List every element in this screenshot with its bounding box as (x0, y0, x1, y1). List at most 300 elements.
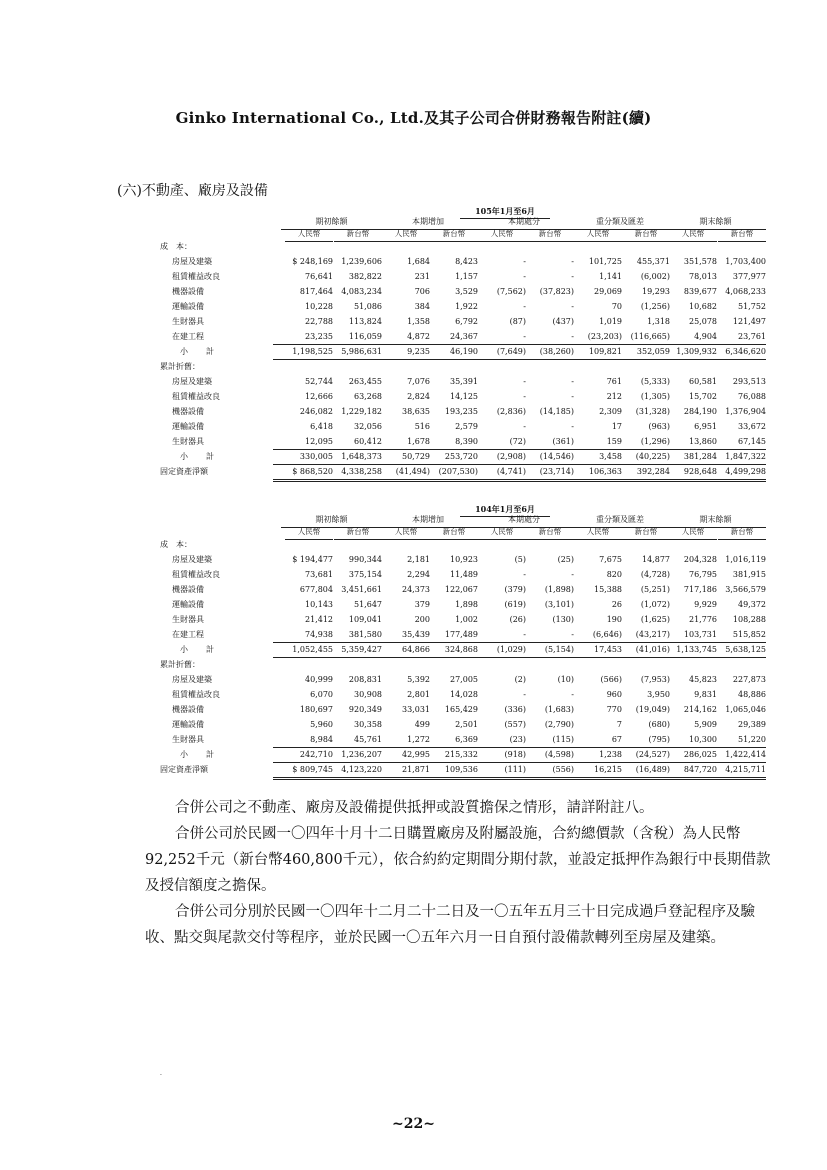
cell-value: 6,346,620 (706, 345, 766, 360)
cell-value: - (523, 272, 526, 281)
cell-value: (680) (648, 720, 670, 729)
cell-value: (19,049) (635, 705, 670, 714)
cell-value: 12,666 (305, 392, 333, 401)
cell-value: $ 248,169 (292, 257, 333, 266)
cell-value: 7,675 (599, 555, 622, 564)
cell-value: 770 (606, 705, 622, 714)
currency-header: 新台幣 (526, 227, 574, 242)
cell-value: 103,731 (657, 628, 717, 643)
cell-value: 1,272 (370, 733, 430, 748)
cell-value: 677,804 (299, 585, 333, 594)
currency-header: 人民幣 (382, 227, 430, 242)
table-row (160, 748, 780, 762)
cell-value: 5,392 (407, 675, 430, 684)
table-row (160, 465, 780, 479)
cell-value: - (514, 628, 574, 643)
cell-value: 200 (414, 615, 430, 624)
cell-value: 48,886 (738, 690, 766, 699)
cell-value: 11,489 (450, 570, 478, 579)
cell-value: 1,422,414 (706, 748, 766, 763)
currency-header: 新台幣 (718, 227, 766, 242)
row-label: 生財器具 (172, 437, 204, 446)
cell-value: 159 (562, 435, 622, 450)
cell-value: 51,086 (354, 302, 382, 311)
cell-value: 116,059 (322, 330, 382, 345)
cell-value: (4,728) (640, 570, 670, 579)
cell-value: (1,898) (544, 585, 574, 594)
cell-value: (111) (466, 763, 526, 780)
cell-value: $ 194,477 (292, 555, 333, 564)
cell-value: 1,376,904 (725, 407, 766, 416)
cell-value: 50,729 (370, 450, 430, 465)
cell-value: 63,268 (354, 392, 382, 401)
cell-value: 231 (414, 272, 430, 281)
paragraph-transfer: 合併公司分別於民國一〇四年十二月二十二日及一〇五年五月三十日完成過戶登記程序及驗收、點交與尾款交付等程序，並於民國一〇五年六月一日自預付設備款轉列至房屋及建築。 (145, 904, 755, 946)
row-label: 租賃權益改良 (172, 272, 220, 281)
cell-value: 1,309,932 (657, 345, 717, 360)
cell-value: 74,938 (273, 628, 333, 643)
cell-value: 6,369 (418, 733, 478, 748)
cell-value: (5) (514, 555, 526, 564)
cell-value: 5,909 (694, 720, 717, 729)
section-heading: (六)不動產、廠房及設備 (117, 183, 268, 199)
cell-value: 193,235 (444, 407, 478, 416)
cell-value: (795) (610, 733, 670, 748)
paragraph-collateral: 合併公司之不動產、廠房及設備提供抵押或設質擔保之情形，請詳附註八。 (175, 800, 654, 816)
cell-value: 19,293 (642, 287, 670, 296)
cell-value: 1,239,606 (341, 257, 382, 266)
cell-value: 1,141 (599, 272, 622, 281)
cell-value: 5,638,125 (706, 643, 766, 658)
cell-value: 1,016,119 (725, 555, 766, 564)
currency-header: 新台幣 (622, 525, 670, 540)
cell-value: 49,372 (738, 600, 766, 609)
cell-value: 212 (606, 392, 622, 401)
cell-value: 382,822 (348, 272, 382, 281)
row-label: 運輸設備 (172, 302, 204, 311)
currency-header: 人民幣 (285, 525, 333, 540)
cell-value: (379) (504, 585, 526, 594)
cell-value: (2) (514, 675, 526, 684)
cell-value: (4,741) (466, 465, 526, 482)
group-header: 期末餘額 (665, 513, 766, 528)
cell-value: 1,157 (455, 272, 478, 281)
cell-value: (87) (509, 317, 526, 326)
cell-value: - (523, 570, 526, 579)
cell-value: 23,761 (706, 330, 766, 345)
cell-value: 73,681 (305, 570, 333, 579)
cell-value: (4,598) (514, 748, 574, 763)
cell-value: 2,294 (407, 570, 430, 579)
cell-value: 1,358 (407, 317, 430, 326)
cell-value: 14,877 (642, 555, 670, 564)
row-label: 房屋及建築 (172, 555, 212, 564)
cell-value: (6,646) (562, 628, 622, 643)
cell-value: 4,904 (657, 330, 717, 345)
cell-value: 5,359,427 (322, 643, 382, 658)
cell-value: 1,065,046 (725, 705, 766, 714)
cell-value: 2,579 (455, 422, 478, 431)
row-label: 累計折舊： (160, 660, 200, 669)
cell-value: 2,501 (455, 720, 478, 729)
cell-value: (566) (600, 675, 622, 684)
cell-value: 377,977 (732, 272, 766, 281)
cell-value: 33,031 (402, 705, 430, 714)
cell-value: 351,578 (683, 257, 717, 266)
cell-value: 8,984 (273, 733, 333, 748)
group-header: 重分類及匯差 (570, 215, 670, 230)
table-row (160, 688, 780, 702)
cell-value: 499 (414, 720, 430, 729)
cell-value: 246,082 (299, 407, 333, 416)
currency-header: 新台幣 (526, 525, 574, 540)
currency-header: 人民幣 (478, 525, 526, 540)
cell-value: - (523, 377, 526, 386)
paragraph-purchase: 合併公司於民國一〇四年十月十二日購置廠房及附屬設施，合約總價款（含稅）為人民幣92,252千元（新台幣460,800千元），依合約約定期間分期付款，並設定抵押作為銀行中長期借款及授信額度之擔保。 (145, 826, 771, 894)
page-number: ~22~ (392, 1116, 435, 1132)
cell-value: 109,536 (418, 763, 478, 780)
table-row (160, 598, 780, 612)
row-label: 機器設備 (172, 407, 204, 416)
table-row (160, 568, 780, 582)
cell-value: 839,677 (683, 287, 717, 296)
cell-value: 14,125 (450, 392, 478, 401)
cell-value: 51,220 (706, 733, 766, 748)
cell-value: 46,190 (418, 345, 478, 360)
cell-value: 2,801 (407, 690, 430, 699)
cell-value: - (523, 690, 526, 699)
cell-value: - (523, 422, 526, 431)
cell-value: - (571, 690, 574, 699)
cell-value: 4,123,220 (322, 763, 382, 780)
cell-value: 30,908 (354, 690, 382, 699)
cell-value: 51,752 (738, 302, 766, 311)
table-row (160, 300, 780, 314)
cell-value: 4,083,234 (341, 287, 382, 296)
cell-value: 1,898 (455, 600, 478, 609)
cell-value: (918) (466, 748, 526, 763)
table-row (160, 613, 780, 627)
cell-value: - (523, 302, 526, 311)
cell-value: 32,056 (354, 422, 382, 431)
cell-value: 70 (611, 302, 622, 311)
cell-value: - (571, 377, 574, 386)
cell-value: 10,143 (305, 600, 333, 609)
cell-value: 5,986,631 (322, 345, 382, 360)
cell-value: 14,028 (450, 690, 478, 699)
cell-value: 515,852 (706, 628, 766, 643)
cell-value: 8,390 (418, 435, 478, 450)
row-label: 生財器具 (172, 735, 204, 744)
cell-value: 7,076 (407, 377, 430, 386)
row-label: 生財器具 (172, 317, 204, 326)
cell-value: 1,678 (370, 435, 430, 450)
row-label: 租賃權益改良 (172, 392, 220, 401)
cell-value: (619) (504, 600, 526, 609)
cell-value: - (571, 302, 574, 311)
table-row (160, 435, 780, 449)
row-label: 租賃權益改良 (172, 570, 220, 579)
row-label: 房屋及建築 (172, 377, 212, 386)
cell-value: 293,513 (732, 377, 766, 386)
group-header: 本期處分 (474, 513, 574, 528)
cell-value: - (514, 330, 574, 345)
cell-value: (963) (648, 422, 670, 431)
cell-value: 9,929 (694, 600, 717, 609)
cell-value: 10,228 (305, 302, 333, 311)
cell-value: 64,866 (370, 643, 430, 658)
cell-value: 3,458 (562, 450, 622, 465)
cell-value: 214,162 (683, 705, 717, 714)
cell-value: (41,016) (610, 643, 670, 658)
cell-value: - (571, 392, 574, 401)
currency-header: 新台幣 (430, 227, 478, 242)
table-row (160, 673, 780, 687)
cell-value: (1,683) (544, 705, 574, 714)
cell-value: 2,181 (407, 555, 430, 564)
cell-value: (116,665) (610, 330, 670, 345)
cell-value: 16,215 (562, 763, 622, 780)
cell-value: 21,871 (370, 763, 430, 780)
cell-value: 2,824 (407, 392, 430, 401)
cell-value: 227,873 (732, 675, 766, 684)
currency-header: 人民幣 (574, 525, 622, 540)
cell-value: (23) (466, 733, 526, 748)
cell-value: 379 (414, 600, 430, 609)
cell-value: 15,702 (689, 392, 717, 401)
cell-value: 38,635 (402, 407, 430, 416)
cell-value: 109,821 (562, 345, 622, 360)
cell-value: (437) (552, 317, 574, 326)
cell-value: 920,349 (348, 705, 382, 714)
cell-value: 109,041 (348, 615, 382, 624)
row-label: 房屋及建築 (172, 675, 212, 684)
cell-value: (3,101) (544, 600, 574, 609)
cell-value: (10) (557, 675, 574, 684)
table-row (160, 345, 780, 359)
group-header: 重分類及匯差 (570, 513, 670, 528)
cell-value: 375,154 (348, 570, 382, 579)
group-header: 期末餘額 (665, 215, 766, 230)
cell-value: (38,260) (514, 345, 574, 360)
row-label: 固定資產淨額 (160, 765, 208, 774)
cell-value: - (571, 570, 574, 579)
cell-value: 928,648 (657, 465, 717, 482)
cell-value: (556) (514, 763, 574, 780)
cell-value: 4,872 (370, 330, 430, 345)
cell-value: 1,198,525 (273, 345, 333, 360)
table-row (160, 240, 780, 254)
table-row (160, 718, 780, 732)
cell-value: 263,455 (348, 377, 382, 386)
cell-value: 1,684 (407, 257, 430, 266)
cell-value: (25) (557, 555, 574, 564)
cell-value: 76,641 (305, 272, 333, 281)
cell-value: (2,908) (466, 450, 526, 465)
cell-value: 8,423 (455, 257, 478, 266)
currency-header: 新台幣 (430, 525, 478, 540)
cell-value: (1,625) (640, 615, 670, 624)
cell-value: 6,951 (694, 422, 717, 431)
table-row (160, 420, 780, 434)
cell-value: - (571, 257, 574, 266)
cell-value: 5,960 (310, 720, 333, 729)
cell-value: (23,203) (562, 330, 622, 345)
row-label: 運輸設備 (172, 422, 204, 431)
cell-value: 4,068,233 (725, 287, 766, 296)
period-label: 104年1月至6月 (460, 502, 550, 517)
cell-value: 26 (611, 600, 622, 609)
cell-value: 516 (414, 422, 430, 431)
cell-value: 215,332 (418, 748, 478, 763)
cell-value: $ 809,745 (273, 763, 333, 780)
cell-value: 706 (414, 287, 430, 296)
table-row (160, 330, 780, 344)
currency-header: 人民幣 (669, 525, 717, 540)
cell-value: 1,922 (455, 302, 478, 311)
cell-value: 381,580 (322, 628, 382, 643)
cell-value: 817,464 (299, 287, 333, 296)
cell-value: 67,145 (706, 435, 766, 450)
table-row (160, 270, 780, 284)
cell-value: 78,013 (689, 272, 717, 281)
cell-value: 67 (562, 733, 622, 748)
footer-mark: . (160, 1070, 162, 1077)
group-header: 本期處分 (474, 215, 574, 230)
table-row (160, 285, 780, 299)
table-row (160, 390, 780, 404)
cell-value: 253,720 (418, 450, 478, 465)
cell-value: 392,284 (610, 465, 670, 482)
cell-value: 847,720 (657, 763, 717, 780)
cell-value: (24,527) (610, 748, 670, 763)
cell-value: (23,714) (514, 465, 574, 482)
row-label: 機器設備 (172, 585, 204, 594)
cell-value: (1,256) (640, 302, 670, 311)
cell-value: 17,453 (562, 643, 622, 658)
cell-value: (31,328) (635, 407, 670, 416)
cell-value: (6,002) (640, 272, 670, 281)
table-row (160, 405, 780, 419)
cell-value: - (571, 422, 574, 431)
row-label: 小計 (180, 347, 232, 356)
cell-value: 24,367 (418, 330, 478, 345)
cell-value: 21,776 (689, 615, 717, 624)
row-label: 累計折舊： (160, 362, 200, 371)
cell-value: (336) (504, 705, 526, 714)
cell-value: 60,581 (689, 377, 717, 386)
cell-value: 24,373 (402, 585, 430, 594)
cell-value: 1,229,182 (341, 407, 382, 416)
cell-value: (7,953) (640, 675, 670, 684)
currency-header: 新台幣 (334, 525, 382, 540)
cell-value: 45,761 (322, 733, 382, 748)
cell-value: 180,697 (299, 705, 333, 714)
cell-value: 1,238 (562, 748, 622, 763)
cell-value: 1,052,455 (273, 643, 333, 658)
cell-value: (2,790) (544, 720, 574, 729)
cell-value: 60,412 (322, 435, 382, 450)
cell-value: 990,344 (348, 555, 382, 564)
cell-value: 76,795 (689, 570, 717, 579)
cell-value: 330,005 (273, 450, 333, 465)
cell-value: 30,358 (354, 720, 382, 729)
table-row (160, 255, 780, 269)
cell-value: (1,305) (640, 392, 670, 401)
cell-value: - (466, 628, 526, 643)
cell-value: (14,185) (539, 407, 574, 416)
cell-value: 52,744 (305, 377, 333, 386)
cell-value: (5,154) (514, 643, 574, 658)
currency-header: 新台幣 (334, 227, 382, 242)
row-label: 機器設備 (172, 705, 204, 714)
cell-value: 7 (616, 720, 622, 729)
cell-value: 121,497 (732, 317, 766, 326)
page-title: Ginko International Co., Ltd.及其子公司合併財務報告附註(續) (175, 109, 652, 127)
cell-value: 33,672 (738, 422, 766, 431)
cell-value: 25,078 (689, 317, 717, 326)
cell-value: (72) (466, 435, 526, 450)
cell-value: 208,831 (348, 675, 382, 684)
cell-value: (115) (514, 733, 574, 748)
cell-value: (37,823) (539, 287, 574, 296)
table-row (160, 538, 780, 552)
cell-value: 165,429 (444, 705, 478, 714)
table-row (160, 360, 780, 374)
cell-value: 1,019 (599, 317, 622, 326)
currency-header: 新台幣 (718, 525, 766, 540)
cell-value: (207,530) (418, 465, 478, 482)
table-row (160, 553, 780, 567)
cell-value: 3,566,579 (725, 585, 766, 594)
cell-value: (26) (509, 615, 526, 624)
cell-value: 286,025 (657, 748, 717, 763)
cell-value: 40,999 (305, 675, 333, 684)
cell-value: 29,069 (594, 287, 622, 296)
row-label: 運輸設備 (172, 720, 204, 729)
group-header: 本期增加 (378, 513, 478, 528)
currency-header: 人民幣 (574, 227, 622, 242)
cell-value: 35,391 (450, 377, 478, 386)
cell-value: 1,236,207 (322, 748, 382, 763)
cell-value: 6,792 (455, 317, 478, 326)
cell-value: 1,318 (647, 317, 670, 326)
cell-value: - (523, 257, 526, 266)
period-label: 105年1月至6月 (460, 204, 550, 219)
cell-value: (40,225) (610, 450, 670, 465)
currency-header: 新台幣 (622, 227, 670, 242)
cell-value: 6,070 (310, 690, 333, 699)
cell-value: 190 (606, 615, 622, 624)
cell-value: 76,088 (738, 392, 766, 401)
cell-value: 960 (606, 690, 622, 699)
cell-value: (41,494) (370, 465, 430, 482)
cell-value: 10,682 (689, 302, 717, 311)
row-label: 固定資產淨額 (160, 467, 208, 476)
cell-value: 1,847,322 (706, 450, 766, 465)
cell-value: 10,300 (657, 733, 717, 748)
table-row (160, 375, 780, 389)
cell-value: 108,288 (732, 615, 766, 624)
cell-value: 27,005 (450, 675, 478, 684)
row-label: 生財器具 (172, 615, 204, 624)
currency-header: 人民幣 (478, 227, 526, 242)
table-row (160, 763, 780, 777)
cell-value: 42,995 (370, 748, 430, 763)
cell-value: 1,133,745 (657, 643, 717, 658)
cell-value: 9,831 (694, 690, 717, 699)
cell-value: 1,648,373 (322, 450, 382, 465)
